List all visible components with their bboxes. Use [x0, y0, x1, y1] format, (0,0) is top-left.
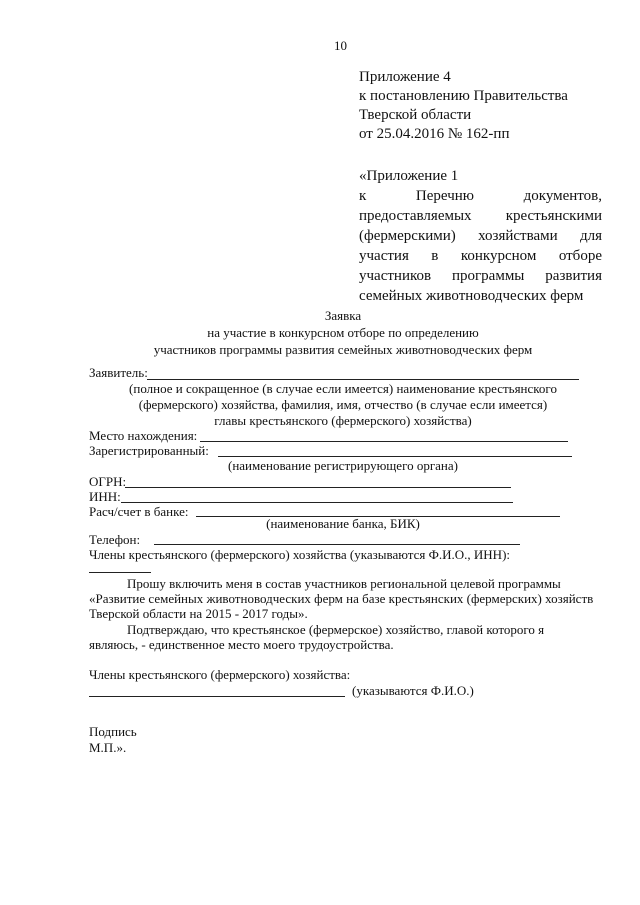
phone-label: Телефон: — [89, 532, 141, 547]
registered-hint: (наименование регистрирующего органа) — [227, 458, 458, 473]
confirm-line2: являюсь, - единственное место моего трудоустройства. — [89, 637, 394, 652]
inn-field[interactable] — [121, 489, 513, 503]
word: к — [359, 188, 367, 204]
word: хозяйствами — [478, 228, 558, 244]
form-title-line1: Заявка — [324, 308, 362, 323]
members-section-label: Члены крестьянского (фермерского) хозяйства: — [89, 667, 351, 682]
word: Перечню — [415, 188, 474, 204]
word: (фермерскими) — [359, 228, 456, 244]
members-label: Члены крестьянского (фермерского) хозяйства (указываются Ф.И.О., ИНН): — [89, 547, 511, 562]
appendix1-line3 — [359, 206, 602, 226]
word: отборе — [558, 248, 602, 264]
ogrn-field[interactable] — [125, 474, 511, 488]
signature-label: Подпись — [89, 724, 137, 739]
word: программы — [451, 268, 525, 284]
word: предоставляемых — [359, 208, 472, 224]
appendix1-line2 — [359, 186, 602, 206]
members-section-hint: (указываются Ф.И.О.) — [352, 683, 474, 698]
location-label: Место нахождения: — [89, 428, 198, 443]
members-section-field[interactable] — [89, 683, 345, 697]
word: участников — [359, 268, 432, 284]
appendix1-line1: «Приложение 1 — [359, 168, 459, 184]
appendix1-line5 — [359, 246, 602, 266]
page-number: 10 — [334, 38, 347, 53]
applicant-hint-line2: (фермерского) хозяйства, фамилия, имя, отчество (в случае если имеется) — [138, 397, 548, 412]
appendix1-line7: семейных животноводческих ферм — [359, 288, 584, 304]
account-hint: (наименование банка, БИК) — [266, 516, 420, 531]
word: документов, — [523, 188, 602, 204]
word: участия — [359, 248, 409, 264]
appendix1-line4 — [359, 226, 602, 246]
stamp-label: М.П.». — [89, 740, 127, 755]
applicant-hint-line3: главы крестьянского (фермерского) хозяйства) — [214, 413, 472, 428]
appendix4-line4: от 25.04.2016 № 162-пп — [359, 126, 510, 142]
applicant-label: Заявитель: — [89, 365, 148, 380]
confirm-line1: Подтверждаю, что крестьянское (фермерское) хозяйство, главой которого я — [127, 622, 545, 637]
location-field[interactable] — [200, 428, 568, 442]
appendix4-line1: Приложение 4 — [359, 69, 451, 85]
applicant-field[interactable] — [147, 366, 579, 380]
request-line3: Тверской области на 2015 - 2017 годы». — [89, 606, 308, 621]
form-title-line3: участников программы развития семейных животноводческих ферм — [153, 342, 533, 357]
appendix4-line2: к постановлению Правительства — [359, 88, 568, 104]
appendix4-line3: Тверской области — [359, 107, 472, 123]
inn-label: ИНН: — [89, 489, 121, 504]
word: развития — [545, 268, 602, 284]
registered-label: Зарегистрированный: — [89, 443, 209, 458]
account-label: Расч/счет в банке: — [89, 504, 189, 519]
request-line1: Прошу включить меня в состав участников региональной целевой программы — [127, 576, 561, 591]
form-title-line2: на участие в конкурсном отборе по определению — [207, 325, 479, 340]
word: крестьянскими — [505, 208, 602, 224]
members-field[interactable] — [89, 559, 151, 573]
registered-field[interactable] — [218, 443, 572, 457]
word: в — [431, 248, 439, 264]
account-field[interactable] — [196, 503, 560, 517]
ogrn-label: ОГРН: — [89, 474, 127, 489]
request-line2: «Развитие семейных животноводческих ферм на базе крестьянских (фермерских) хозяйств — [89, 591, 594, 606]
applicant-hint-line1: (полное и сокращенное (в случае если имеется) наименование крестьянского — [129, 381, 557, 396]
word: для — [579, 228, 602, 244]
appendix1-line6 — [359, 266, 602, 286]
word: конкурсном — [460, 248, 537, 264]
phone-field[interactable] — [154, 531, 520, 545]
